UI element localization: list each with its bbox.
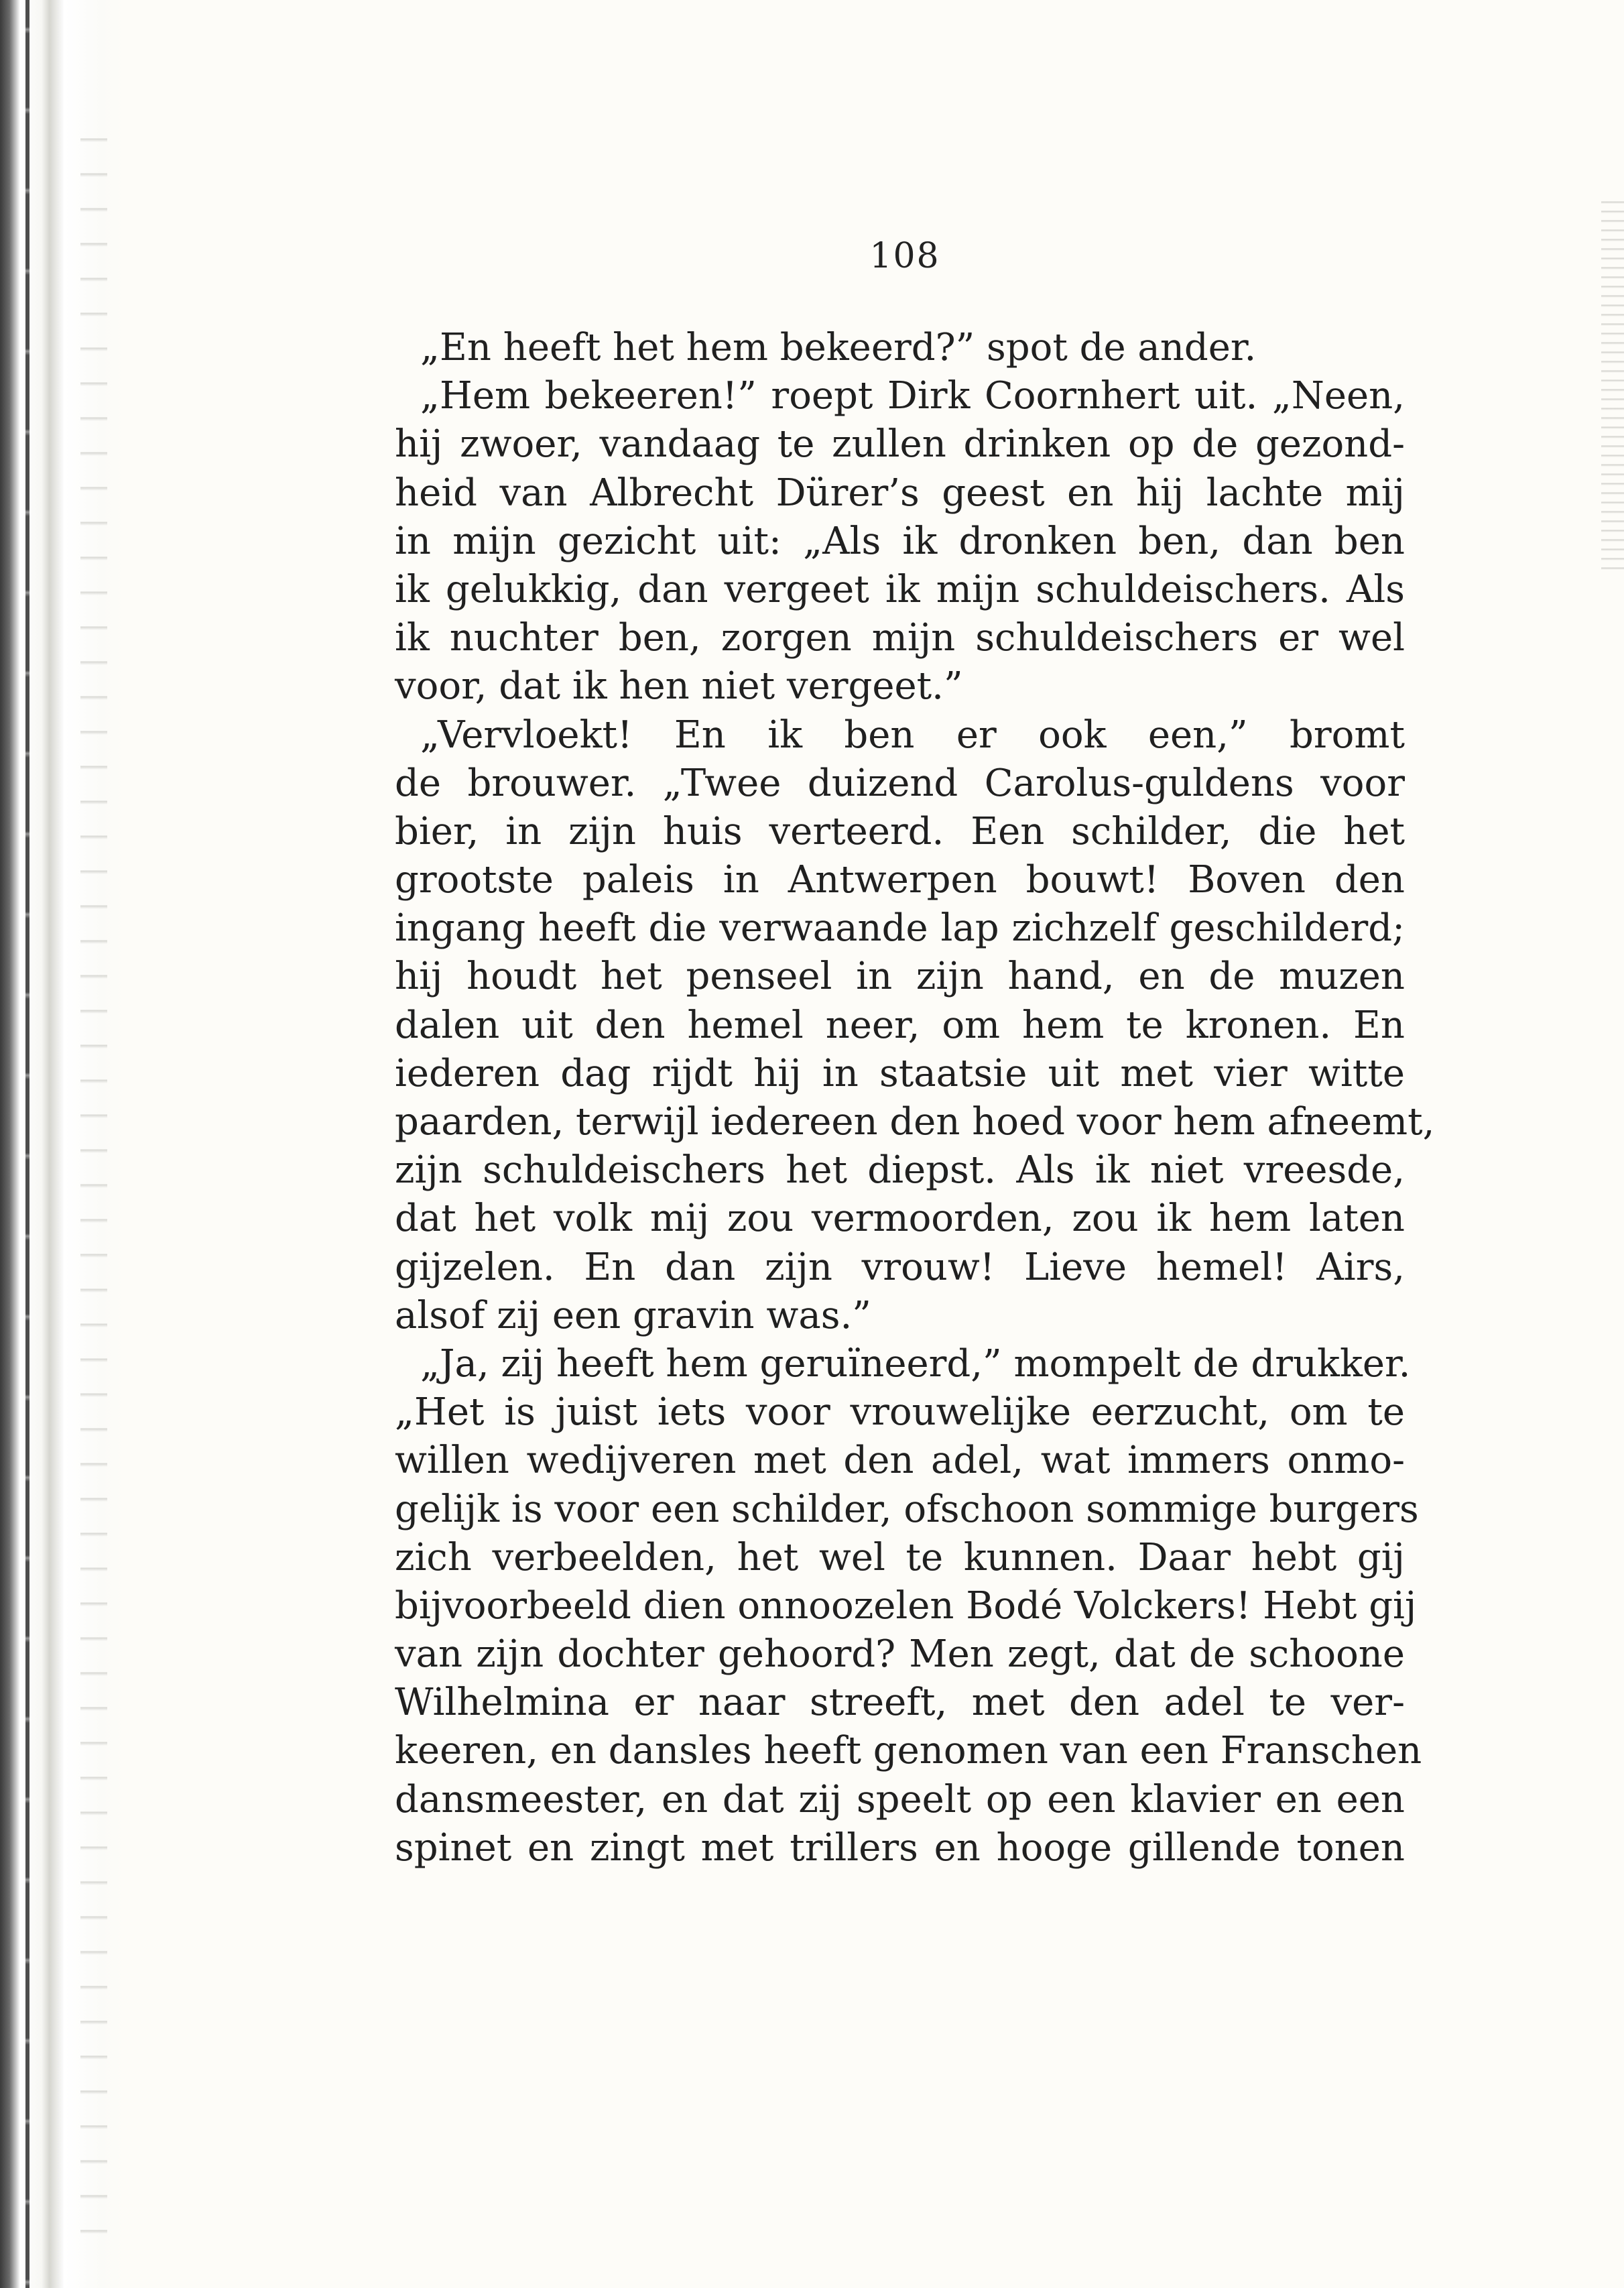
text-line: bijvoorbeeld dien onnoozelen Bodé Volckers! Hebt gij (395, 1583, 1417, 1628)
text-line: heid van Albrecht Dürer’s geest en hij lachte mij (395, 471, 1405, 515)
text-line: alsof zij een gravin was.” (395, 1293, 871, 1337)
text-line: spinet en zingt met trillers en hooge gillende tonen (395, 1825, 1405, 1870)
text-line: zich verbeelden, het wel te kunnen. Daar hebt gij (395, 1535, 1405, 1579)
text-line: willen wedijveren met den adel, wat immers onmo- (395, 1439, 1405, 1483)
text-line: dansmeester, en dat zij speelt op een klavier en een (395, 1777, 1405, 1821)
text-line: gijzelen. En dan zijn vrouw! Lieve hemel! Airs, (395, 1245, 1405, 1289)
text-line: iederen dag rijdt hij in staatsie uit met vier witte (395, 1051, 1405, 1095)
text-line: „Vervloekt! En ik ben er ook een,” bromt (420, 713, 1405, 757)
text-line: ik nuchter ben, zorgen mijn schuldeischers er wel (395, 616, 1405, 660)
text-line: „En heeft het hem bekeerd?” spot de ander. (420, 326, 1257, 369)
body-text (395, 324, 1435, 1872)
text-line: dat het volk mij zou vermoorden, zou ik hem laten (395, 1197, 1405, 1241)
binding-shadow (25, 0, 29, 2288)
text-line: ik gelukkig, dan vergeet ik mijn schuldeischers. Als (395, 567, 1405, 611)
text-line: de brouwer. „Twee duizend Carolus-guldens voor (395, 761, 1405, 805)
text-line: zijn schuldeischers het diepst. Als ik niet vreesde, (395, 1148, 1405, 1193)
text-line: paarden, terwijl iedereen den hoed voor hem afneemt, (395, 1100, 1435, 1144)
text-line: keeren, en dansles heeft genomen van een Franschen (395, 1729, 1422, 1773)
text-line: bier, in zijn huis verteerd. Een schilder, die het (395, 809, 1405, 853)
text-line: dalen uit den hemel neer, om hem te kronen. En (395, 1003, 1405, 1047)
text-line: gelijk is voor een schilder, ofschoon sommige burgers (395, 1487, 1419, 1531)
page-edge-speckle-right (1601, 194, 1624, 570)
text-line: „Hem bekeeren!” roept Dirk Coornhert uit. „Neen, (420, 374, 1405, 418)
text-line: „Het is juist iets voor vrouwelijke eerzucht, om te (395, 1390, 1405, 1435)
page-edge-speckle-left (80, 107, 107, 2252)
text-line: grootste paleis in Antwerpen bouwt! Boven den (395, 858, 1405, 902)
text-line: in mijn gezicht uit: „Als ik dronken ben, dan ben (395, 519, 1405, 563)
page-number: 108 (869, 236, 940, 276)
text-line: hij houdt het penseel in zijn hand, en de muzen (395, 955, 1405, 999)
text-line: ingang heeft die verwaande lap zichzelf geschilderd; (395, 906, 1405, 951)
text-line: hij zwoer, vandaag te zullen drinken op de gezond- (395, 422, 1405, 467)
text-line: voor, dat ik hen niet vergeet.” (395, 664, 963, 709)
text-line: van zijn dochter gehoord? Men zegt, dat de schoone (395, 1632, 1405, 1677)
text-line: Wilhelmina er naar streeft, met den adel te ver- (395, 1681, 1405, 1725)
text-line: „Ja, zij heeft hem geruïneerd,” mompelt de drukker. (420, 1341, 1411, 1386)
